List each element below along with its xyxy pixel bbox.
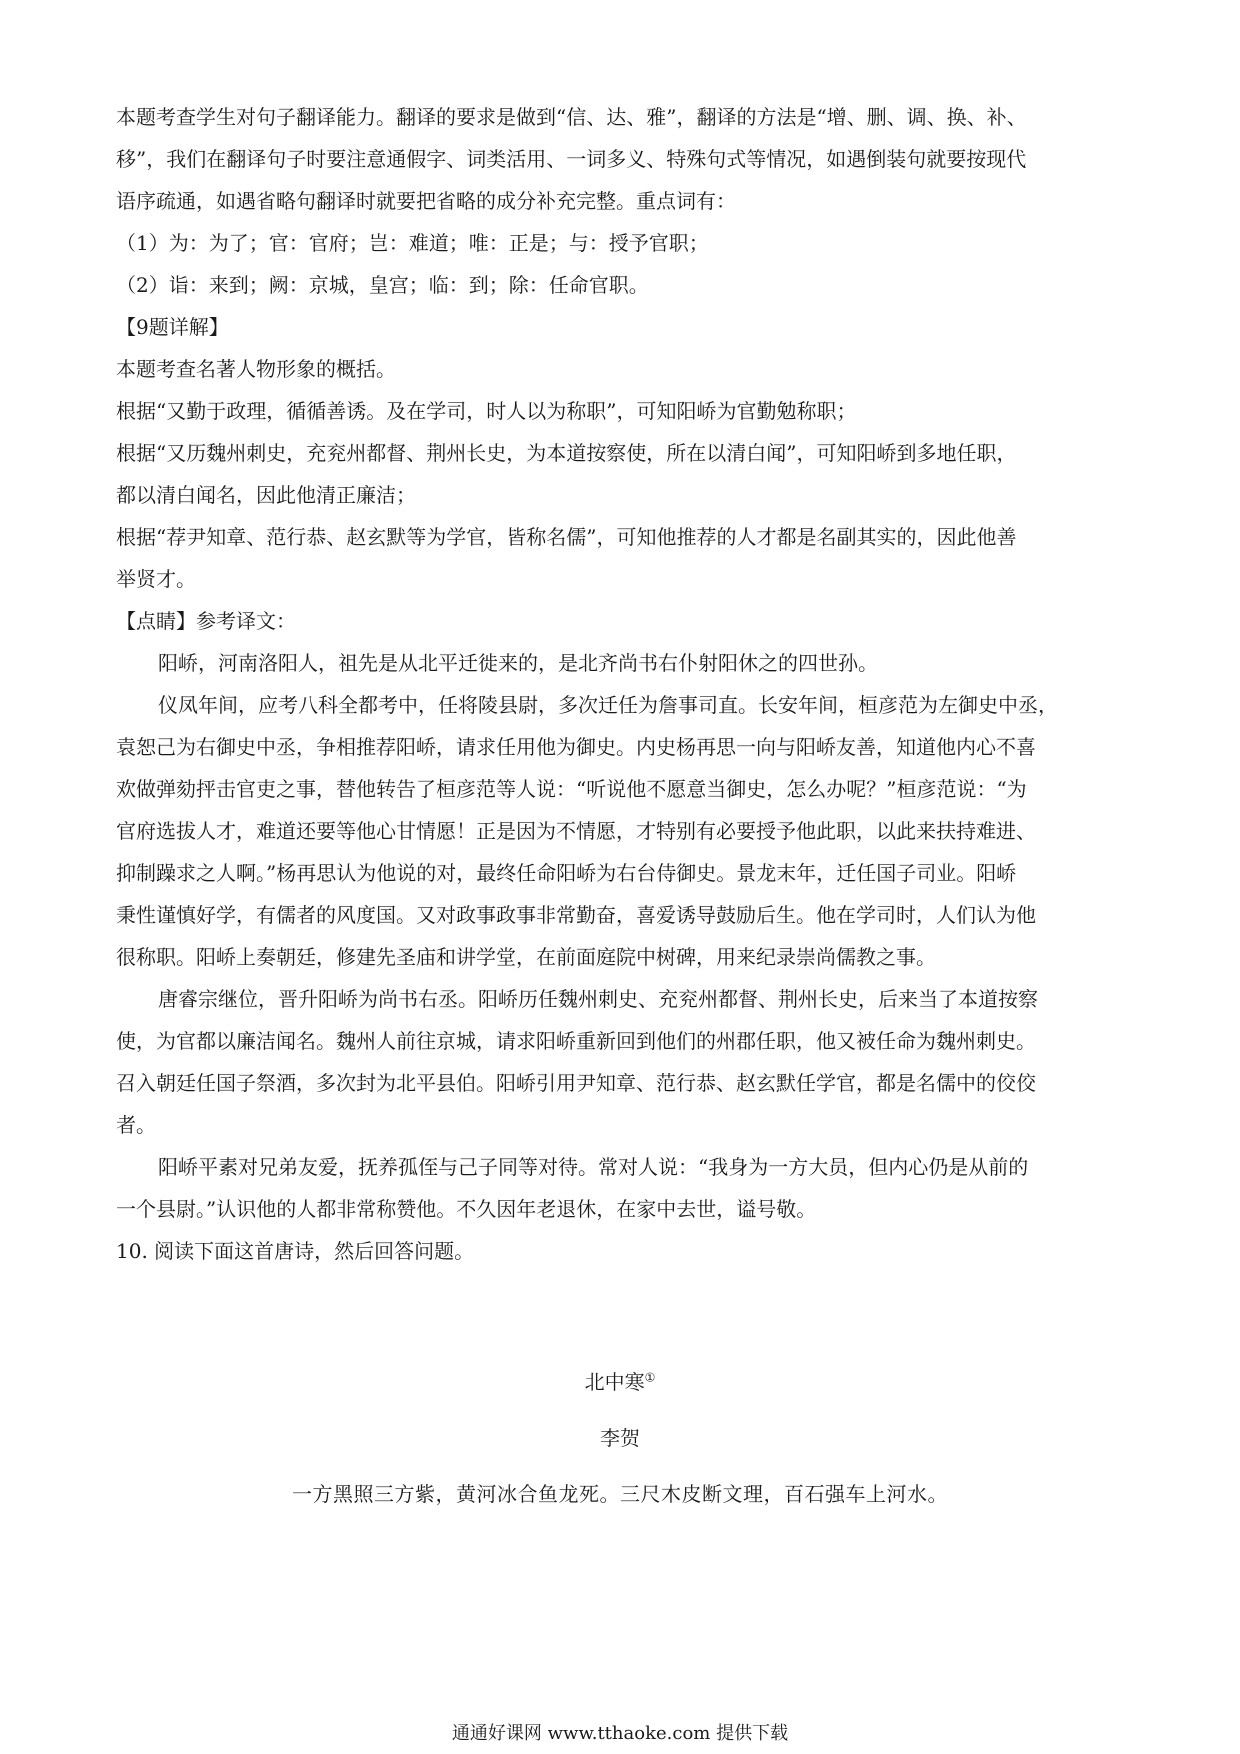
section-heading: 【9题详解】	[116, 315, 229, 339]
text-line: 根据“又勤于政理，循循善诱。及在学司，时人以为称职”，可知阳峤为官勤勉称职；	[116, 399, 857, 423]
text-line: 移”，我们在翻译句子时要注意通假字、词类活用、一词多义、特殊句式等情况，如遇倒装句就要按现代	[116, 147, 1027, 171]
text-line: 很称职。阳峤上奏朝廷，修建先圣庙和讲学堂，在前面庭院中树碑，用来纪录崇尚儒教之事。	[116, 945, 936, 969]
text-line: 欢做弹劾抨击官吏之事，替他转告了桓彦范等人说：“听说他不愿意当御史，怎么办呢？”桓彦范说：“为	[116, 777, 1027, 801]
text-line: 根据“荐尹知章、范行恭、赵玄默等为学官，皆称名儒”，可知他推荐的人才都是名副其实的，因此他善	[116, 525, 1017, 549]
poem-author: 李贺	[600, 1426, 640, 1450]
footnote-mark: ①	[644, 1370, 656, 1385]
text-line: 仪凤年间，应考八科全都考中，任将陵县尉，多次迁任为詹事司直。长安年间，桓彦范为左御史中丞，	[158, 693, 1058, 717]
text-line: 语序疏通，如遇省略句翻译时就要把省略的成分补充完整。重点词有：	[116, 189, 736, 213]
text-line: 一个县尉。”认识他的人都非常称赞他。不久因年老退休，在家中去世，谥号敬。	[116, 1197, 817, 1221]
document-body	[116, 96, 1126, 1272]
text-line: 唐睿宗继位，晋升阳峤为尚书右丞。阳峤历任魏州刺史、充兖州都督、荆州长史，后来当了本道按察	[158, 987, 1038, 1011]
text-line: 抑制躁求之人啊。”杨再思认为他说的对，最终任命阳峤为右台侍御史。景龙末年，迁任国子司业。阳峤	[116, 861, 1017, 885]
text-line: 本题考查名著人物形象的概括。	[116, 357, 396, 381]
text-line: 者。	[116, 1113, 156, 1137]
text-line: 官府选拔人才，难道还要等他心甘情愿！正是因为不情愿，才特别有必要授予他此职，以此来扶持难进、	[116, 819, 1036, 843]
poem-text: 一方黑照三方紫，黄河冰合鱼龙死。三尺木皮断文理，百石强车上河水。	[292, 1482, 948, 1506]
question-heading: 10. 阅读下面这首唐诗，然后回答问题。	[116, 1239, 475, 1263]
poem-title: 北中寒①	[584, 1370, 656, 1394]
text-line: 阳峤平素对兄弟友爱，抚养孤侄与己子同等对待。常对人说：“我身为一方大员，但内心仍是从前的	[158, 1155, 1029, 1179]
text-line: 使，为官都以廉洁闻名。魏州人前往京城，请求阳峤重新回到他们的州郡任职，他又被任命为魏州刺史。	[116, 1029, 1036, 1053]
text-line: 阳峤，河南洛阳人，祖先是从北平迁徙来的，是北齐尚书右仆射阳休之的四世孙。	[158, 651, 878, 675]
section-heading: 【点睛】参考译文：	[116, 609, 296, 633]
poem	[0, 1362, 1240, 1514]
text-line: （1）为：为了；官：官府；岂：难道；唯：正是；与：授予官职；	[116, 231, 709, 255]
text-line: （2）诣：来到；阙：京城，皇宫；临：到；除：任命官职。	[116, 273, 649, 297]
text-line: 本题考查学生对句子翻译能力。翻译的要求是做到“信、达、雅”，翻译的方法是“增、删、调、换、补、	[116, 105, 1027, 129]
text-line: 秉性谨慎好学，有儒者的风度国。又对政事政事非常勤奋，喜爱诱导鼓励后生。他在学司时，人们认为他	[116, 903, 1036, 927]
text-line: 召入朝廷任国子祭酒，多次封为北平县伯。阳峤引用尹知章、范行恭、赵玄默任学官，都是名儒中的佼佼	[116, 1071, 1036, 1095]
text-line: 根据“又历魏州刺史，充兖州都督、荆州长史，为本道按察使，所在以清白闻”，可知阳峤到多地任职，	[116, 441, 1017, 465]
text-line: 都以清白闻名，因此他清正廉洁；	[116, 483, 416, 507]
page-footer: 通通好课网 www.tthaoke.com 提供下载	[451, 1723, 789, 1744]
text-line: 袁恕己为右御史中丞，争相推荐阳峤，请求任用他为御史。内史杨再思一向与阳峤友善，知道他内心不喜	[116, 735, 1036, 759]
text-line: 举贤才。	[116, 567, 196, 591]
